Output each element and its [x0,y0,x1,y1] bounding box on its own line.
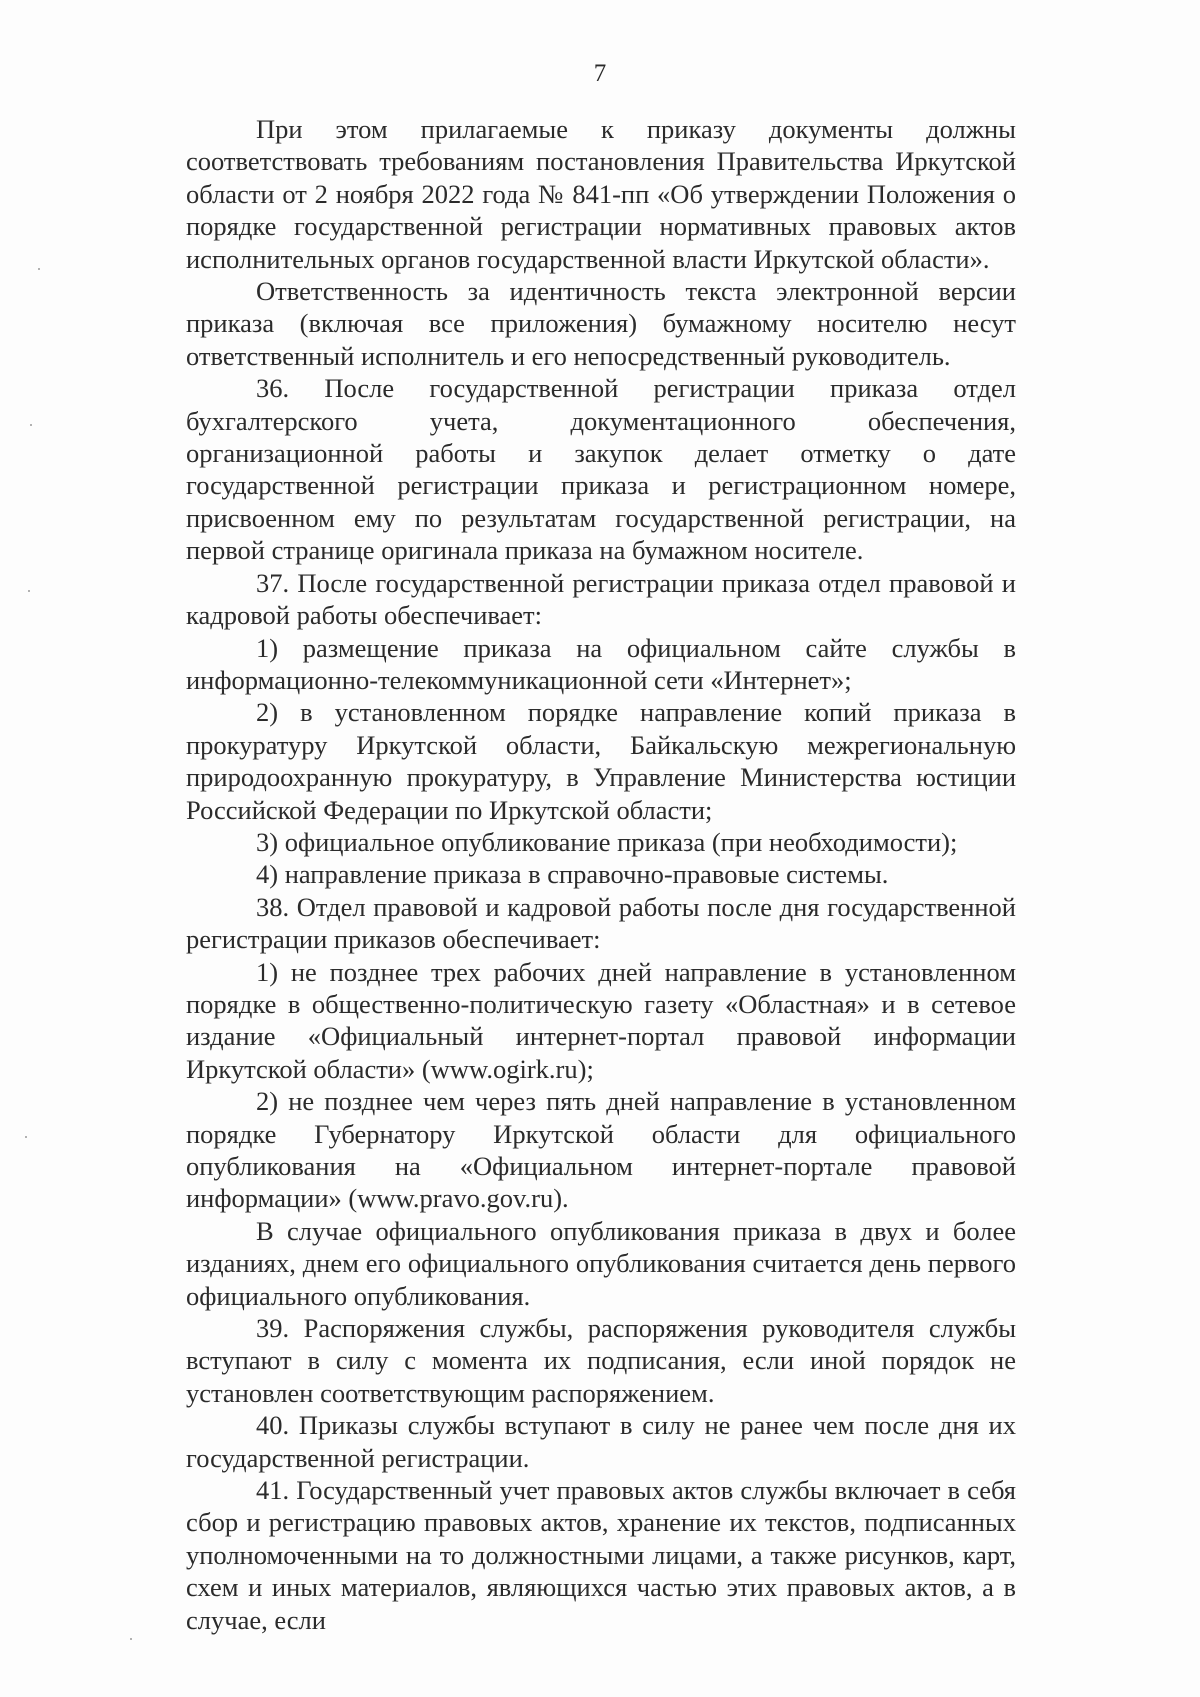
paragraph-item-41: 41. Государственный учет правовых актов службы включает в себя сбор и регистрацию правовых актов, хранение их текстов, подписанных уполномоченными на то должностными лицами, а также рисунков, карт, схем и иных материалов, являющихся частью этих правовых актов, а в случае, если [186,1475,1016,1635]
paragraph-multiple-publications: В случае официального опубликования приказа в двух и более изданиях, днем его официального опубликования считается день первого официального опубликования. [186,1215,1016,1311]
paragraph-item-37-2: 2) в установленном порядке направление копий приказа в прокуратуру Иркутской области, Байкальскую межрегиональную природоохранную прокуратуру, в Управление Министерства юстиции Российской Федерации по Иркутской области; [186,697,1016,825]
paragraph-item-37-3: 3) официальное опубликование приказа (при необходимости); [256,826,958,857]
document-body [186,113,1016,1636]
paragraph-item-38-1: 1) не позднее трех рабочих дней направление в установленном порядке в общественно-политическую газету «Областная» и в сетевое издание «Официальный интернет-портал правовой информации Иркутской области» (www.ogirk.ru); [186,956,1016,1084]
scan-speck [130,1638,132,1640]
paragraph-item-37-4: 4) направление приказа в справочно-правовые системы. [256,859,889,890]
paragraph-item-38-2: 2) не позднее чем через пять дней направление в установленном порядке Губернатору Иркутской области для официального опубликования на «Официальном интернет-портале правовой информации» (www.pravo.gov.ru). [186,1086,1016,1214]
scan-speck [30,424,32,426]
paragraph-responsibility: Ответственность за идентичность текста электронной версии приказа (включая все приложения) бумажному носителю несут ответственный исполнитель и его непосредственный руководитель. [186,276,1016,371]
paragraph-item-37: 37. После государственной регистрации приказа отдел правовой и кадровой работы обеспечивает: [186,567,1016,631]
paragraph-item-39: 39. Распоряжения службы, распоряжения руководителя службы вступают в силу с момента их подписания, если иной порядок не установлен соответствующим распоряжением. [186,1313,1016,1408]
scan-speck [28,590,30,592]
page-number: 7 [593,60,607,87]
paragraph-attachments-requirements: При этом прилагаемые к приказу документы должны соответствовать требованиям постановления Правительства Иркутской области от 2 ноября 2022 года № 841-пп «Об утверждении Положения о порядке государственной регистрации нормативных правовых актов исполнительных органов государственной власти Иркутской области». [186,114,1016,274]
paragraph-item-38: 38. Отдел правовой и кадровой работы после дня государственной регистрации приказов обеспечивает: [186,891,1016,955]
paragraph-item-36: 36. После государственной регистрации приказа отдел бухгалтерского учета, документационного обеспечения, организационной работы и закупок делает отметку о дате государственной регистрации приказа и регистрационном номере, присвоенном ему по результатам государственной регистрации, на первой странице оригинала приказа на бумажном носителе. [186,373,1016,566]
scan-speck [25,1136,27,1138]
paragraph-item-37-1: 1) размещение приказа на официальном сайте службы в информационно-телекоммуникационной сети «Интернет»; [186,632,1016,695]
paragraph-item-40: 40. Приказы службы вступают в силу не ранее чем после дня их государственной регистрации. [186,1410,1016,1473]
scan-speck [38,268,40,270]
